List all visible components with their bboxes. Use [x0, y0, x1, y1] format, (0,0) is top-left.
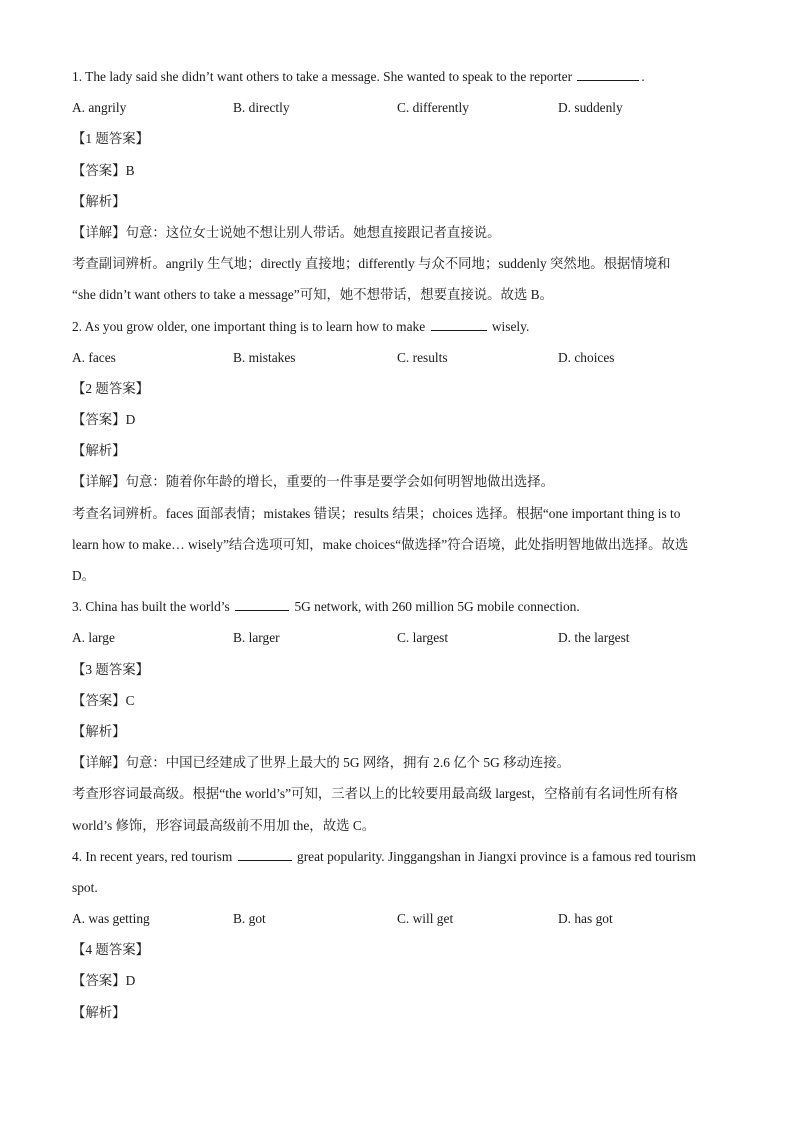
question-number: 1. [72, 69, 83, 84]
option-a: A. was getting [72, 911, 150, 927]
section-header: 【2 题答案】 [72, 380, 149, 396]
question-1-options [72, 92, 732, 123]
detail-line: 【详解】句意：随着你年龄的增长，重要的一件事是要学会如何明智地做出选择。 [72, 474, 555, 490]
question-4-options [72, 903, 732, 934]
option-a: A. faces [72, 349, 116, 365]
question-2-options [72, 342, 732, 373]
question-3-options [72, 622, 732, 653]
question-number: 3. [72, 599, 83, 615]
option-a: A. angrily [72, 100, 127, 116]
section-header: 【1 题答案】 [72, 131, 149, 147]
option-c: C. differently [397, 100, 469, 116]
question-1-stem [72, 61, 732, 92]
document-page [72, 61, 732, 1028]
answer-label: 【答案】 [72, 162, 126, 178]
analysis-label: 【解析】 [72, 723, 126, 739]
detail-line: 考查形容词最高级。根据“the world’s”可知，三者以上的比较要用最高级 largest，空格前有名词性所有格 [72, 786, 679, 802]
section-header: 【4 题答案】 [72, 942, 149, 958]
option-d: D. suddenly [558, 100, 623, 116]
answer-blank [431, 318, 487, 331]
answer-line [72, 965, 732, 996]
detail-line: 考查副词辨析。angrily 生气地；directly 直接地；differently 与众不同地；suddenly 突然地。根据情境和 [72, 256, 671, 272]
question-text: China has built the world’s [85, 599, 230, 615]
answer-line [72, 685, 732, 716]
option-d: D. the largest [558, 630, 630, 646]
detail-line: world’s 修饰，形容词最高级前不用加 the，故选 C。 [72, 817, 376, 833]
answer-label: 【答案】 [72, 692, 126, 708]
option-c: C. results [397, 349, 448, 365]
answer-value: D [125, 412, 136, 428]
question-3-stem [72, 591, 732, 622]
detail-line: 【详解】句意：中国已经建成了世界上最大的 5G 网络，拥有 2.6 亿个 5G 移动连接。 [72, 755, 571, 771]
answer-value: D [125, 973, 136, 989]
question-number: 2. [72, 318, 83, 334]
option-d: D. has got [558, 911, 613, 927]
detail-line: learn how to make… wisely”结合选项可知，make choices“做选择”符合语境，此处指明智地做出选择。故选 [72, 536, 689, 552]
detail-line: “she didn’t want others to take a message”可知，她不想带话，想要直接说。故选 B。 [72, 287, 554, 303]
option-a: A. large [72, 630, 115, 646]
analysis-label: 【解析】 [72, 193, 126, 209]
answer-line [72, 155, 732, 186]
answer-blank [238, 848, 292, 861]
answer-value: B [125, 162, 135, 178]
question-text-end: 5G network, with 260 million 5G mobile connection. [294, 599, 580, 615]
question-text: In recent years, red tourism [85, 848, 233, 864]
option-b: B. got [233, 911, 266, 927]
question-text: As you grow older, one important thing is to learn how to make [84, 318, 426, 334]
question-text-end: wisely. [491, 318, 530, 334]
option-c: C. will get [397, 911, 454, 927]
option-b: B. directly [233, 100, 290, 116]
detail-line: 考查名词辨析。faces 面部表情；mistakes 错误；results 结果；choices 选择。根据“one important thing is to [72, 505, 681, 521]
option-d: D. choices [558, 349, 615, 365]
detail-line: 【详解】句意：这位女士说她不想让别人带话。她想直接跟记者直接说。 [72, 224, 501, 240]
section-header: 【3 题答案】 [72, 661, 149, 677]
question-2-stem [72, 311, 732, 342]
analysis-label: 【解析】 [72, 443, 126, 459]
analysis-label: 【解析】 [72, 1004, 126, 1020]
question-4-stem [72, 841, 732, 872]
question-number: 4. [72, 848, 83, 864]
question-4-stem-continued: spot. [72, 879, 98, 895]
option-c: C. largest [397, 630, 449, 646]
answer-label: 【答案】 [72, 973, 126, 989]
answer-blank [235, 598, 289, 611]
option-b: B. larger [233, 630, 280, 646]
detail-line: D。 [72, 568, 96, 583]
question-text-end: . [641, 69, 645, 84]
answer-blank [577, 68, 639, 81]
option-b: B. mistakes [233, 349, 296, 365]
question-text: The lady said she didn’t want others to take a message. She wanted to speak to the reporter [85, 69, 573, 84]
answer-line [72, 404, 732, 435]
answer-label: 【答案】 [72, 412, 126, 428]
answer-value: C [125, 692, 135, 708]
question-text-end: great popularity. Jinggangshan in Jiangxi province is a famous red tourism [297, 848, 696, 864]
